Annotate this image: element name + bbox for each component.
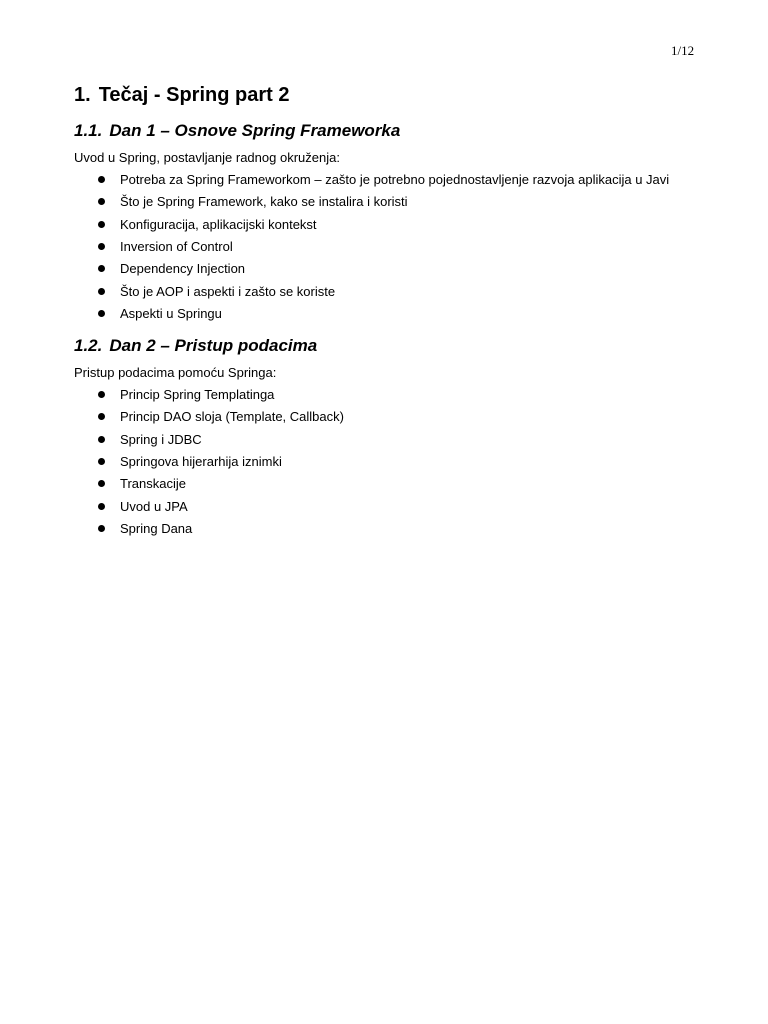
- list-item: [74, 261, 669, 283]
- section-number: 1.2.: [74, 336, 103, 355]
- bullet-icon: [98, 436, 105, 443]
- list-item-text: Što je Spring Framework, kako se instalira i koristi: [120, 194, 408, 210]
- section-number: 1.1.: [74, 121, 103, 140]
- list-item-text: Spring Dana: [120, 520, 193, 536]
- list-item-text: Princip DAO sloja (Template, Callback): [120, 409, 344, 425]
- list-item-text: Transkacije: [120, 476, 186, 492]
- page-number: 1/12: [671, 43, 695, 58]
- bullet-list-day-2: [74, 387, 344, 543]
- section-heading-day-1: [74, 120, 400, 142]
- document-title: [74, 82, 289, 108]
- list-item: [74, 476, 344, 498]
- list-item: [74, 172, 669, 194]
- list-item-text: Princip Spring Templatinga: [120, 387, 275, 402]
- bullet-icon: [98, 525, 105, 532]
- bullet-icon: [98, 391, 105, 398]
- bullet-icon: [98, 458, 105, 465]
- list-item-text: Konfiguracija, aplikacijski kontekst: [120, 216, 317, 232]
- section-intro: Uvod u Spring, postavljanje radnog okruženja:: [74, 150, 340, 165]
- section-intro: Pristup podacima pomoću Springa:: [74, 365, 277, 380]
- list-item: [74, 284, 669, 306]
- bullet-icon: [98, 413, 105, 420]
- list-item: [74, 306, 669, 328]
- list-item: [74, 239, 669, 261]
- bullet-icon: [98, 243, 105, 250]
- list-item: [74, 194, 669, 216]
- list-item-text: Inversion of Control: [120, 238, 233, 254]
- bullet-icon: [98, 480, 105, 487]
- section-title: Dan 1 – Osnove Spring Frameworka: [109, 121, 401, 140]
- section-title: Dan 2 – Pristup podacima: [109, 336, 318, 355]
- section-heading-day-2: [74, 335, 317, 357]
- title-text: Tečaj - Spring part 2: [98, 84, 290, 106]
- list-item-text: Dependency Injection: [120, 261, 246, 277]
- list-item: [74, 499, 344, 521]
- list-item: [74, 454, 344, 476]
- list-item-text: Što je AOP i aspekti i zašto se koriste: [120, 283, 336, 299]
- list-item: [74, 387, 344, 409]
- bullet-icon: [98, 176, 105, 183]
- list-item: [74, 409, 344, 431]
- bullet-list-day-1: [74, 172, 669, 328]
- list-item: [74, 432, 344, 454]
- list-item: [74, 521, 344, 543]
- bullet-icon: [98, 503, 105, 510]
- list-item-text: Potreba za Spring Frameworkom – zašto je potrebno pojednostavljenje razvoja aplikacija u Javi: [120, 172, 670, 187]
- bullet-icon: [98, 265, 105, 272]
- list-item-text: Spring i JDBC: [120, 431, 202, 447]
- bullet-icon: [98, 310, 105, 317]
- bullet-icon: [98, 221, 105, 228]
- bullet-icon: [98, 288, 105, 295]
- list-item-text: Uvod u JPA: [120, 498, 188, 514]
- title-number: 1.: [74, 84, 91, 106]
- list-item-text: Springova hijerarhija iznimki: [120, 453, 282, 469]
- list-item-text: Aspekti u Springu: [120, 305, 222, 321]
- list-item: [74, 217, 669, 239]
- bullet-icon: [98, 198, 105, 205]
